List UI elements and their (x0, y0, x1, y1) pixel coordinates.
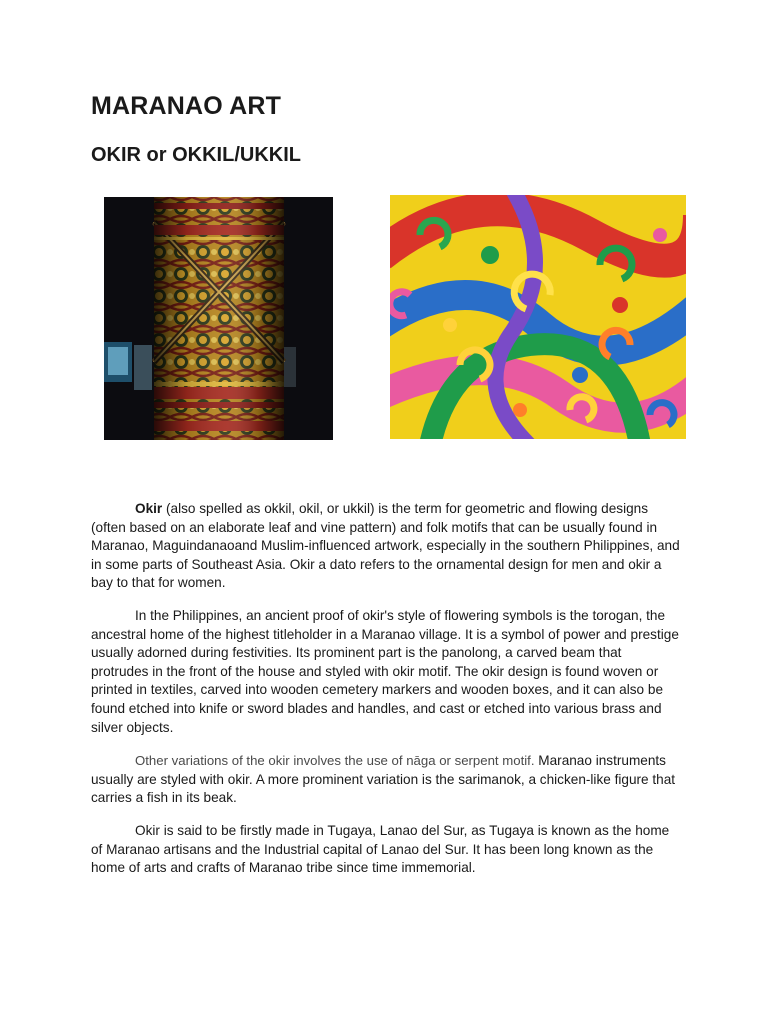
paragraph-4-text: Okir is said to be firstly made in Tugaya, Lanao del Sur, as Tugaya is known as the home of Maranao artisans and the Industrial capital of Lanao del Sur. It has been long known as the home of arts and crafts of Maranao tribe since time immemorial. (91, 823, 670, 876)
colorful-okir-pattern-painting (390, 195, 686, 439)
paragraph-1-text: (also spelled as okkil, okil, or ukkil) is the term for geometric and flowing designs (often based on an elaborate leaf and vine pattern) and folk motifs that can be usually found in Maranao, Maguindanaoand Muslim-influenced artwork, especially in the southern Philippines, and in some parts of Southeast Asia. Okir a dato refers to the ornamental design for men and okir a bay to that for women. (91, 501, 680, 591)
okir-term: Okir (135, 501, 163, 516)
paragraph-2-text: In the Philippines, an ancient proof of okir's style of flowering symbols is the torogan, the ancestral home of the highest titleholder in a Maranao village. It is a symbol of power and prestige usually adorned during festivities. Its prominent part is the panolong, a carved beam that protrudes in the front of the house and styled with okir motif. The okir design is found woven or printed in textiles, carved into wooden cemetery markers and wooden boxes, and it can also be found etched into knife or sword blades and handles, and cast or etched into various brass and silver objects. (91, 608, 679, 735)
page-title: MARANAO ART (91, 92, 282, 120)
paragraph-tugaya (91, 822, 681, 878)
paragraph-3-text: Maranao instruments usually are styled with okir. A more prominent variation is the sarimanok, a chicken-like figure that carries a fish in its beak. (91, 753, 676, 806)
paragraph-torogan (91, 607, 681, 737)
carved-okir-column-photo (104, 197, 333, 440)
page-subtitle: OKIR or OKKIL/UKKIL (91, 144, 301, 166)
paragraph-variations (91, 752, 681, 808)
paragraph-okir-definition (91, 500, 681, 593)
paragraph-3-lead-text: Other variations of the okir involves the use of nāga or serpent motif. (135, 753, 535, 768)
